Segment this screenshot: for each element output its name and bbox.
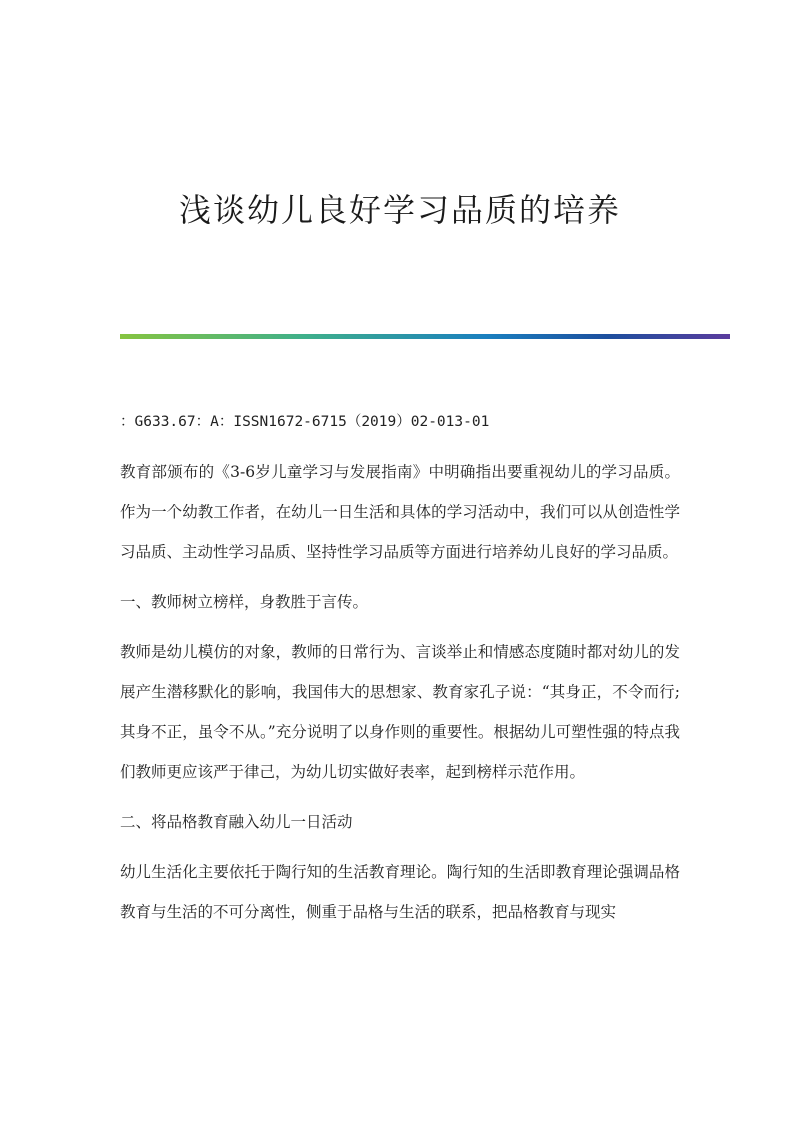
section-heading-2: 二、将品格教育融入幼儿一日活动 (120, 813, 353, 831)
section-heading-1: 一、教师树立榜样，身教胜于言传。 (120, 593, 369, 611)
gradient-divider (120, 334, 730, 339)
meta-line: ：G633.67：A：ISSN1672-6715（2019）02-013-01 (120, 414, 490, 430)
document-body (120, 402, 680, 942)
page-title: 浅谈幼儿良好学习品质的培养 (178, 191, 621, 229)
paragraph-intro: 教育部颁布的《3-6岁儿童学习与发展指南》中明确指出要重视幼儿的学习品质。作为一个幼教工作者，在幼儿一日生活和具体的学习活动中，我们可以从创造性学习品质、主动性学习品质、坚持性学习品质等方面进行培养幼儿良好的学习品质。 (120, 463, 680, 561)
paragraph-section-1: 教师是幼儿模仿的对象，教师的日常行为、言谈举止和情感态度随时都对幼儿的发展产生潜移默化的影响，我国伟大的思想家、教育家孔子说：“其身正，不令而行;其身不正，虽令不从。”充分说明了以身作则的重要性。根据幼儿可塑性强的特点我们教师更应该严于律己，为幼儿切实做好表率，起到榜样示范作用。 (120, 643, 680, 781)
paragraph-section-2: 幼儿生活化主要依托于陶行知的生活教育理论。陶行知的生活即教育理论强调品格教育与生活的不可分离性，侧重于品格与生活的联系，把品格教育与现实 (120, 863, 680, 921)
